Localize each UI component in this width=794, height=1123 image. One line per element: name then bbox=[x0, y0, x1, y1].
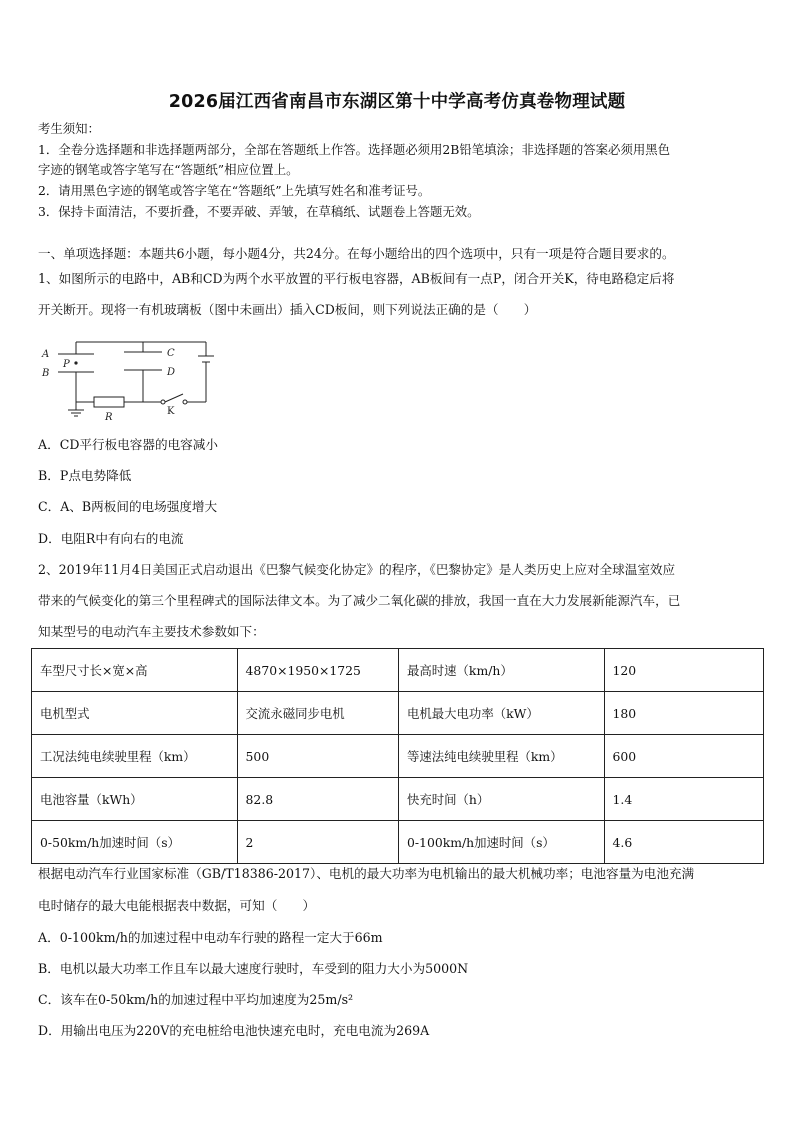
table-cell: 600 bbox=[604, 735, 763, 778]
table-cell: 4870×1950×1725 bbox=[237, 649, 398, 692]
q1-stem-line-2: 开关断开。现将一有机玻璃板（图中未画出）插入CD板间，则下列说法正确的是（ ） bbox=[38, 302, 537, 317]
table-cell: 等速法纯电续驶里程（km） bbox=[398, 735, 604, 778]
q2-option-a: A．0-100km/h的加速过程中电动车行驶的路程一定大于66m bbox=[38, 930, 383, 945]
q2-stem-line-3: 知某型号的电动汽车主要技术参数如下： bbox=[38, 624, 265, 639]
label-p: P bbox=[63, 359, 70, 370]
table-cell: 0-100km/h加速时间（s） bbox=[398, 821, 604, 864]
notice-heading: 考生须知： bbox=[38, 121, 100, 136]
q1-stem-line-1: 1、如图所示的电路中，AB和CD为两个水平放置的平行板电容器，AB板间有一点P，闭合开关K，待电路稳定后将 bbox=[38, 271, 675, 286]
notice-line-4: 3．保持卡面清洁，不要折叠，不要弄破、弄皱，在草稿纸、试题卷上答题无效。 bbox=[38, 204, 480, 219]
q1-option-b: B．P点电势降低 bbox=[38, 468, 132, 483]
table-cell: 4.6 bbox=[604, 821, 763, 864]
q2-stem-line-1: 2、2019年11月4日美国正式启动退出《巴黎气候变化协定》的程序，《巴黎协定》是人类历史上应对全球温室效应 bbox=[38, 562, 676, 577]
table-cell: 电池容量（kWh） bbox=[32, 778, 238, 821]
q2-option-b: B．电机以最大功率工作且车以最大速度行驶时，车受到的阻力大小为5000N bbox=[38, 961, 469, 976]
table-cell: 2 bbox=[237, 821, 398, 864]
table-row bbox=[32, 649, 764, 692]
table-cell: 交流永磁同步电机 bbox=[237, 692, 398, 735]
ev-spec-table bbox=[31, 648, 764, 864]
notice-line-2: 字迹的钢笔或答字笔写在“答题纸”相应位置上。 bbox=[38, 162, 299, 177]
label-r: R bbox=[105, 412, 113, 423]
table-cell: 180 bbox=[604, 692, 763, 735]
q2-after-line-2: 电时储存的最大电能根据表中数据，可知（ ） bbox=[38, 898, 316, 913]
section-1-heading: 一、单项选择题：本题共6小题，每小题4分，共24分。在每小题给出的四个选项中，只有一项是符合题目要求的。 bbox=[38, 246, 675, 261]
table-row bbox=[32, 735, 764, 778]
table-cell: 82.8 bbox=[237, 778, 398, 821]
table-row bbox=[32, 778, 764, 821]
q2-option-c: C．该车在0-50km/h的加速过程中平均加速度为25m/s² bbox=[38, 992, 354, 1007]
label-k: K bbox=[167, 406, 175, 417]
table-cell: 0-50km/h加速时间（s） bbox=[32, 821, 238, 864]
table-cell: 车型尺寸长×宽×高 bbox=[32, 649, 238, 692]
q2-option-d: D．用输出电压为220V的充电桩给电池快速充电时，充电电流为269A bbox=[38, 1023, 430, 1038]
table-row bbox=[32, 692, 764, 735]
q1-circuit-diagram bbox=[36, 330, 216, 425]
table-cell: 1.4 bbox=[604, 778, 763, 821]
table-cell: 120 bbox=[604, 649, 763, 692]
notice-line-3: 2．请用黑色字迹的钢笔或答字笔在“答题纸”上先填写姓名和准考证号。 bbox=[38, 183, 431, 198]
q1-option-c: C．A、B两板间的电场强度增大 bbox=[38, 499, 218, 514]
point-p-dot bbox=[74, 361, 77, 364]
table-cell: 快充时间（h） bbox=[398, 778, 604, 821]
table-cell: 电机最大电功率（kW） bbox=[398, 692, 604, 735]
table-cell: 最高时速（km/h） bbox=[398, 649, 604, 692]
label-c: C bbox=[167, 348, 175, 359]
label-d: D bbox=[167, 367, 176, 378]
q2-after-line-1: 根据电动汽车行业国家标准（GB/T18386-2017）、电机的最大功率为电机输出的最大机械功率；电池容量为电池充满 bbox=[38, 866, 695, 881]
label-a: A bbox=[42, 349, 50, 360]
table-cell: 电机型式 bbox=[32, 692, 238, 735]
notice-line-1: 1．全卷分选择题和非选择题两部分，全部在答题纸上作答。选择题必须用2B铅笔填涂；非选择题的答案必须用黑色 bbox=[38, 142, 671, 157]
table-row bbox=[32, 821, 764, 864]
q2-stem-line-2: 带来的气候变化的第三个里程碑式的国际法律文本。为了减少二氧化碳的排放，我国一直在大力发展新能源汽车，已 bbox=[38, 593, 681, 608]
table-cell: 工况法纯电续驶里程（km） bbox=[32, 735, 238, 778]
q1-option-d: D．电阻R中有向右的电流 bbox=[38, 531, 184, 546]
q1-option-a: A．CD平行板电容器的电容减小 bbox=[38, 437, 218, 452]
table-cell: 500 bbox=[237, 735, 398, 778]
exam-title: 2026届江西省南昌市东湖区第十中学高考仿真卷物理试题 bbox=[168, 92, 626, 112]
label-b: B bbox=[42, 368, 50, 379]
